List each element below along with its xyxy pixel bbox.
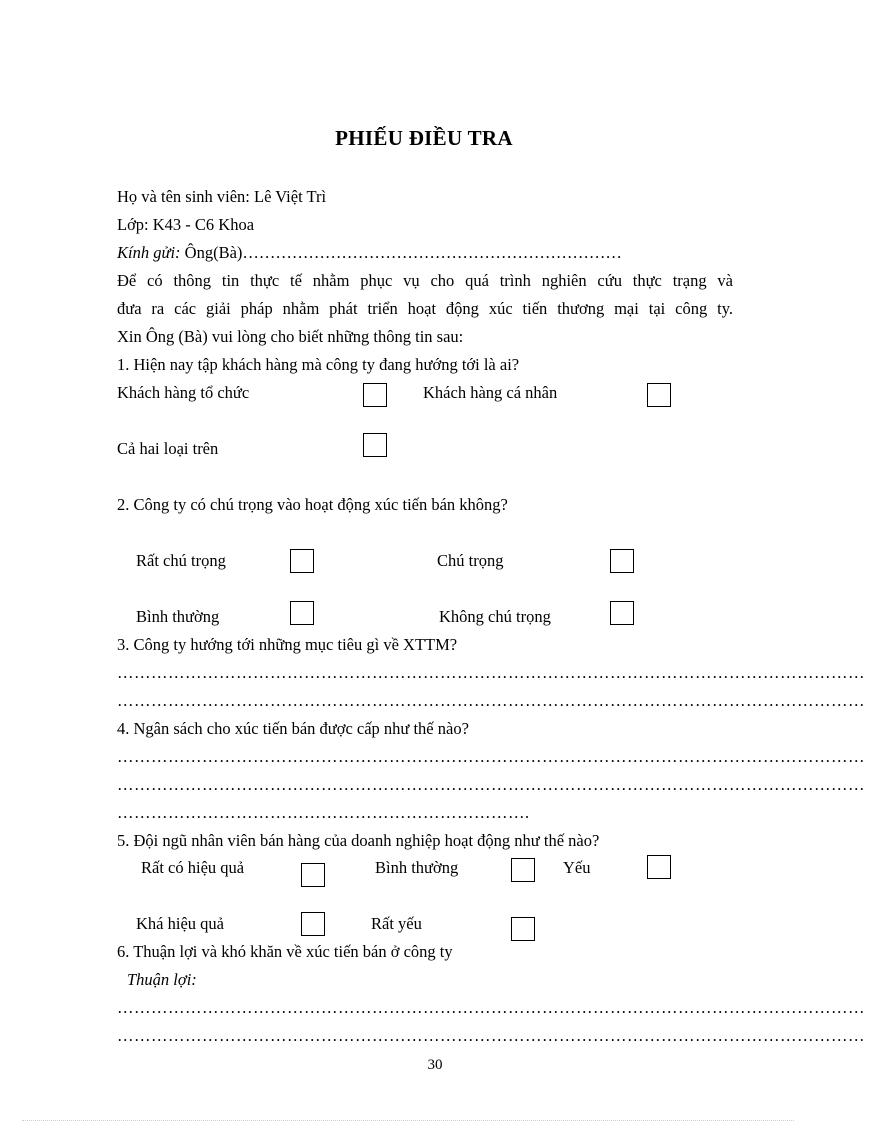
q6-question: 6. Thuận lợi và khó khăn về xúc tiến bán ở công ty [117,942,453,961]
q1-option-checkbox[interactable] [647,383,671,407]
q6-sub-label: Thuận lợi: [127,970,197,989]
q5-option-checkbox[interactable] [647,855,671,879]
q5-option-label: Bình thường [375,858,459,877]
answer-line[interactable]: …………………………………………………………………………………………………………………… [117,691,865,710]
q5-option-label: Rất yếu [371,914,422,933]
greeting-line [117,243,622,263]
intro-line-3: Xin Ông (Bà) vui lòng cho biết những thông tin sau: [117,327,464,346]
q5-option-checkbox[interactable] [511,858,535,882]
greeting-label: Kính gửi: [117,243,181,262]
q5-option-checkbox[interactable] [301,863,325,887]
class-line: Lớp: K43 - C6 Khoa [117,215,255,234]
intro-line-2: đưa ra các giải pháp nhằm phát triển hoạt động xúc tiến thương mại tại công ty. [117,299,733,318]
q2-option-checkbox[interactable] [610,601,634,625]
q5-option-checkbox[interactable] [301,912,325,936]
q4-question: 4. Ngân sách cho xúc tiến bán được cấp như thế nào? [117,719,469,738]
answer-line[interactable]: …………………………………………………………………………………………………………………… [117,1026,865,1045]
q5-option-checkbox[interactable] [511,917,535,941]
q5-option-label: Rất có hiệu quả [141,858,245,877]
greeting-text: Ông(Bà)…………………………………………………………… [184,243,622,262]
q2-option-label: Không chú trọng [439,607,551,626]
q2-option-label: Rất chú trọng [136,551,226,570]
page-bottom-divider [22,1120,794,1121]
q5-question: 5. Đội ngũ nhân viên bán hàng của doanh nghiệp hoạt động như thế nào? [117,831,600,850]
q5-option-label: Khá hiệu quả [136,914,224,933]
answer-line[interactable]: …………………………………………………………………………………………………………………… [117,775,865,794]
q1-option-label: Cả hai loại trên [117,439,219,458]
q1-option-label: Khách hàng cá nhân [423,383,558,402]
answer-line[interactable]: …………………………………………………………………………………………………………………… [117,747,865,766]
answer-line[interactable]: …………………………………………………………………………………………………………………… [117,998,865,1017]
page-number: 30 [427,1057,443,1073]
q1-option-label: Khách hàng tổ chức [117,383,250,402]
q2-option-checkbox[interactable] [290,601,314,625]
q2-option-label: Chú trọng [437,551,504,570]
q1-question: 1. Hiện nay tập khách hàng mà công ty đang hướng tới là ai? [117,355,520,374]
q2-option-checkbox[interactable] [610,549,634,573]
answer-line[interactable]: ………………………………………………………………. [117,803,530,822]
page-title: PHIẾU ĐIỀU TRA [335,126,513,150]
student-name: Họ và tên sinh viên: Lê Việt Trì [117,187,327,206]
q3-question: 3. Công ty hướng tới những mục tiêu gì về XTTM? [117,635,458,654]
q2-question: 2. Công ty có chú trọng vào hoạt động xúc tiến bán không? [117,495,508,514]
q1-option-checkbox[interactable] [363,383,387,407]
q2-option-label: Bình thường [136,607,220,626]
answer-line[interactable]: …………………………………………………………………………………………………………………… [117,663,865,682]
q1-option-checkbox[interactable] [363,433,387,457]
q5-option-label: Yếu [563,858,591,877]
q2-option-checkbox[interactable] [290,549,314,573]
intro-line-1: Để có thông tin thực tế nhằm phục vụ cho quá trình nghiên cứu thực trạng và [117,271,733,290]
